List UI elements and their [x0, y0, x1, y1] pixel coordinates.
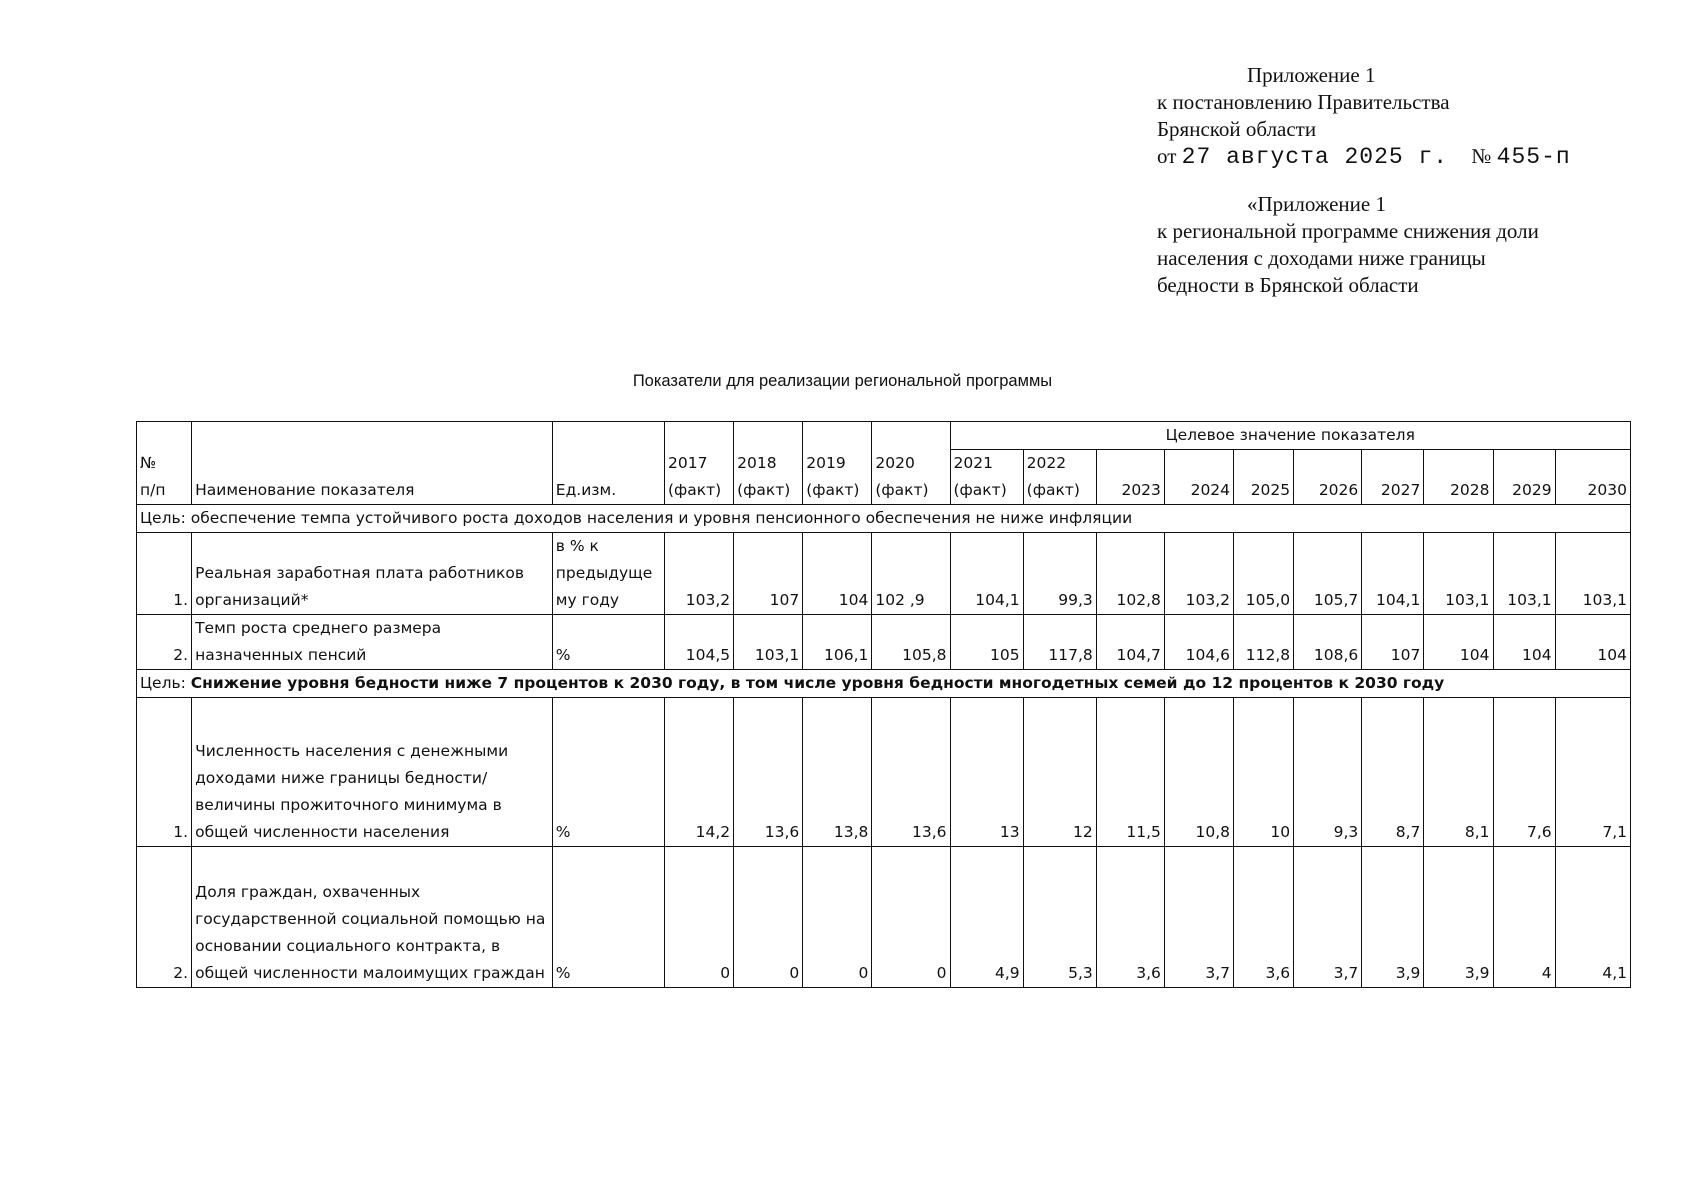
indicator-unit: % — [552, 847, 664, 988]
value-cell: 105,7 — [1294, 533, 1362, 615]
value-cell: 103,1 — [1493, 533, 1555, 615]
value-cell: 117,8 — [1023, 615, 1096, 670]
value-cell: 104,1 — [950, 533, 1023, 615]
goal-row-1 — [137, 505, 1631, 533]
value-cell: 105,8 — [872, 615, 950, 670]
table-row — [137, 615, 1631, 670]
value-cell: 103,1 — [1555, 533, 1630, 615]
indicator-name: Темп роста среднего размера назначенных пенсий — [192, 615, 553, 670]
decree-line-3: Брянской области — [1157, 117, 1317, 141]
decree-date-prefix: от — [1157, 144, 1177, 168]
value-cell: 103,2 — [1164, 533, 1233, 615]
value-cell: 104 — [1424, 615, 1493, 670]
value-cell: 8,7 — [1362, 698, 1424, 847]
value-cell: 4,1 — [1555, 847, 1630, 988]
row-number: 2. — [137, 615, 192, 670]
indicator-unit: % — [552, 698, 664, 847]
goal-row-2 — [137, 670, 1631, 698]
col-year-2024: 2024 — [1164, 450, 1233, 505]
decree-number: 455-п — [1496, 144, 1571, 170]
value-cell: 99,3 — [1023, 533, 1096, 615]
col-year-2030: 2030 — [1555, 450, 1630, 505]
value-cell: 103,1 — [734, 615, 803, 670]
indicator-unit: в % к предыдуще му году — [552, 533, 664, 615]
decree-date-line — [1157, 143, 1657, 171]
indicator-name: Численность населения с денежными доходами ниже границы бедности/величины прожиточного минимума в общей численности населения — [192, 698, 553, 847]
value-cell: 11,5 — [1096, 698, 1164, 847]
value-cell: 0 — [803, 847, 872, 988]
indicator-name: Доля граждан, охваченных государственной социальной помощью на основании социального контракта, в общей численности малоимущих граждан — [192, 847, 553, 988]
value-cell: 5,3 — [1023, 847, 1096, 988]
goal-2-text — [137, 670, 1631, 698]
value-cell: 0 — [664, 847, 733, 988]
table-row — [137, 698, 1631, 847]
table-row — [137, 847, 1631, 988]
col-year-2019: 2019 (факт) — [803, 422, 872, 505]
value-cell: 8,1 — [1424, 698, 1493, 847]
goal-1-text: Цель: обеспечение темпа устойчивого роста доходов населения и уровня пенсионного обеспечения не ниже инфляции — [137, 505, 1631, 533]
col-year-2029: 2029 — [1493, 450, 1555, 505]
value-cell: 9,3 — [1294, 698, 1362, 847]
value-cell: 105,0 — [1234, 533, 1294, 615]
value-cell: 112,8 — [1234, 615, 1294, 670]
value-cell: 4,9 — [950, 847, 1023, 988]
goal-2-body: Снижение уровня бедности ниже 7 процентов к 2030 году, в том числе уровня бедности многодетных семей до 12 процентов к 2030 году — [190, 674, 1445, 692]
col-year-2017: 2017 (факт) — [664, 422, 733, 505]
value-cell: 108,6 — [1294, 615, 1362, 670]
value-cell: 3,6 — [1096, 847, 1164, 988]
program-line-3: населения с доходами ниже границы — [1157, 246, 1486, 270]
col-no-header — [137, 422, 192, 505]
value-cell: 0 — [872, 847, 950, 988]
value-cell: 12 — [1023, 698, 1096, 847]
decree-appendix-title: Приложение 1 — [1247, 63, 1376, 87]
table-title: Показатели для реализации региональной программы — [632, 372, 1053, 390]
value-cell: 13,8 — [803, 698, 872, 847]
row-number: 1. — [137, 533, 192, 615]
value-cell: 10,8 — [1164, 698, 1233, 847]
program-appendix-title: «Приложение 1 — [1247, 192, 1386, 216]
value-cell: 104,5 — [664, 615, 733, 670]
value-cell: 3,7 — [1164, 847, 1233, 988]
decree-line-2: к постановлению Правительства — [1157, 90, 1450, 114]
value-cell: 104 — [1555, 615, 1630, 670]
value-cell: 13 — [950, 698, 1023, 847]
value-cell: 13,6 — [872, 698, 950, 847]
value-cell: 105 — [950, 615, 1023, 670]
value-cell: 103,2 — [664, 533, 733, 615]
value-cell: 103,1 — [1424, 533, 1493, 615]
indicators-table — [136, 421, 1631, 988]
row-number: 1. — [137, 698, 192, 847]
value-cell: 10 — [1234, 698, 1294, 847]
col-year-2022: 2022 (факт) — [1023, 450, 1096, 505]
value-cell: 104,7 — [1096, 615, 1164, 670]
value-cell: 102,8 — [1096, 533, 1164, 615]
value-cell: 3,6 — [1234, 847, 1294, 988]
col-year-2018: 2018 (факт) — [734, 422, 803, 505]
value-cell: 102 ,9 — [872, 533, 950, 615]
indicator-name: Реальная заработная плата работников организаций* — [192, 533, 553, 615]
value-cell: 107 — [1362, 615, 1424, 670]
col-year-2027: 2027 — [1362, 450, 1424, 505]
value-cell: 104,6 — [1164, 615, 1233, 670]
header-row — [137, 422, 1631, 450]
value-cell: 107 — [734, 533, 803, 615]
col-year-2025: 2025 — [1234, 450, 1294, 505]
value-cell: 104 — [1493, 615, 1555, 670]
value-cell: 104 — [803, 533, 872, 615]
row-number: 2. — [137, 847, 192, 988]
col-year-2021: 2021 (факт) — [950, 450, 1023, 505]
col-name-header: Наименование показателя — [192, 422, 553, 505]
value-cell: 3,9 — [1424, 847, 1493, 988]
col-year-2028: 2028 — [1424, 450, 1493, 505]
value-cell: 14,2 — [664, 698, 733, 847]
decree-date: 27 августа 2025 г. — [1181, 144, 1449, 170]
col-year-2023: 2023 — [1096, 450, 1164, 505]
goal-2-prefix: Цель: — [140, 674, 186, 692]
value-cell: 13,6 — [734, 698, 803, 847]
value-cell: 4 — [1493, 847, 1555, 988]
decree-number-label: № — [1471, 144, 1492, 168]
target-value-header: Целевое значение показателя — [950, 422, 1631, 450]
program-line-2: к региональной программе снижения доли — [1157, 219, 1539, 243]
program-line-4: бедности в Брянской области — [1157, 273, 1419, 297]
table-row — [137, 533, 1631, 615]
value-cell: 0 — [734, 847, 803, 988]
appendix-header — [1157, 62, 1657, 299]
col-unit-header: Ед.изм. — [552, 422, 664, 505]
col-no-line2: п/п — [140, 481, 166, 499]
indicator-unit: % — [552, 615, 664, 670]
col-no-line1: № — [140, 454, 157, 472]
col-year-2020: 2020 (факт) — [872, 422, 950, 505]
col-year-2026: 2026 — [1294, 450, 1362, 505]
value-cell: 3,7 — [1294, 847, 1362, 988]
value-cell: 7,1 — [1555, 698, 1630, 847]
value-cell: 106,1 — [803, 615, 872, 670]
value-cell: 3,9 — [1362, 847, 1424, 988]
value-cell: 104,1 — [1362, 533, 1424, 615]
value-cell: 7,6 — [1493, 698, 1555, 847]
